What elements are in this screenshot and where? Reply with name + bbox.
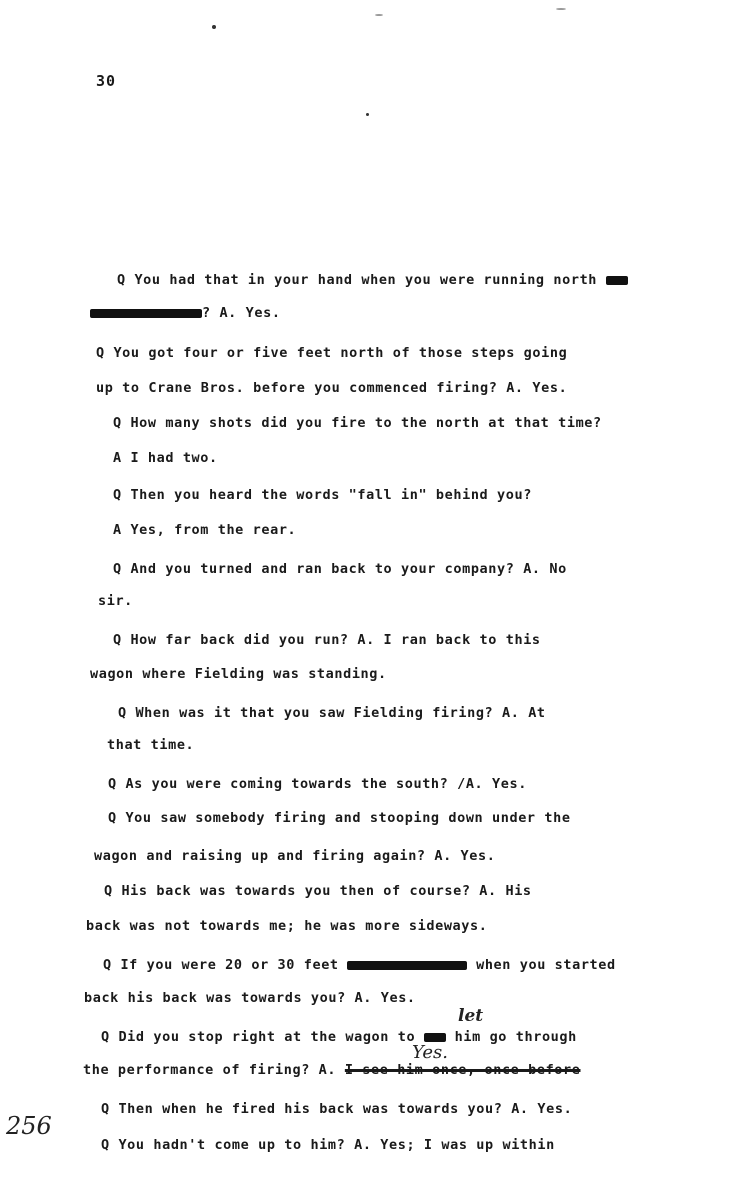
transcript-line: Q Then you heard the words "fall in" behind you? bbox=[113, 487, 532, 503]
transcript-line: Q Then when he fired his back was towards you? A. Yes. bbox=[101, 1101, 573, 1117]
transcript-line: the performance of firing? A. I see him once, once before bbox=[83, 1062, 581, 1078]
redaction bbox=[347, 961, 467, 970]
transcript-line: wagon and raising up and firing again? A. Yes. bbox=[94, 848, 496, 864]
transcript-line: sir. bbox=[98, 593, 133, 609]
transcript-line: wagon where Fielding was standing. bbox=[90, 666, 387, 682]
page-number: 30 bbox=[96, 72, 117, 90]
transcript-line: Q How many shots did you fire to the north at that time? bbox=[113, 415, 602, 431]
transcript-line: Q You got four or five feet north of those steps going bbox=[96, 345, 568, 361]
ink-speck bbox=[366, 113, 369, 116]
ink-speck bbox=[212, 25, 216, 29]
transcript-line: A I had two. bbox=[113, 450, 218, 466]
transcript-line: Q Did you stop right at the wagon to him go through bbox=[101, 1029, 577, 1045]
transcript-line: Q His back was towards you then of course? A. His bbox=[104, 883, 532, 899]
redaction bbox=[424, 1033, 446, 1042]
ink-speck bbox=[556, 8, 566, 10]
transcript-line: Q If you were 20 or 30 feet when you started bbox=[103, 957, 616, 973]
transcript-line: back his back was towards you? A. Yes. bbox=[84, 990, 416, 1006]
transcript-line: A Yes, from the rear. bbox=[113, 522, 297, 538]
transcript-line: Q How far back did you run? A. I ran back to this bbox=[113, 632, 541, 648]
transcript-line: Q As you were coming towards the south? /A. Yes. bbox=[108, 776, 527, 792]
ink-speck bbox=[375, 14, 383, 16]
transcript-line: Q And you turned and ran back to your company? A. No bbox=[113, 561, 567, 577]
handwritten-insert: let bbox=[458, 1006, 484, 1026]
redaction bbox=[606, 276, 628, 285]
margin-note: 256 bbox=[6, 1112, 52, 1140]
transcript-line: up to Crane Bros. before you commenced firing? A. Yes. bbox=[96, 380, 568, 396]
transcript-line: back was not towards me; he was more sideways. bbox=[86, 918, 488, 934]
handwritten-answer: Yes. bbox=[412, 1042, 448, 1063]
transcript-line: Q When was it that you saw Fielding firing? A. At bbox=[118, 705, 546, 721]
transcript-line: Q You saw somebody firing and stooping down under the bbox=[108, 810, 571, 826]
struck-out-text: I see him once, once before bbox=[344, 1062, 581, 1078]
transcript-line: Q You hadn't come up to him? A. Yes; I was up within bbox=[101, 1137, 555, 1153]
transcript-line: Q You had that in your hand when you were running north bbox=[117, 272, 628, 288]
redaction bbox=[90, 309, 202, 318]
transcript-line: ? A. Yes. bbox=[90, 305, 281, 321]
transcript-line: that time. bbox=[107, 737, 195, 753]
